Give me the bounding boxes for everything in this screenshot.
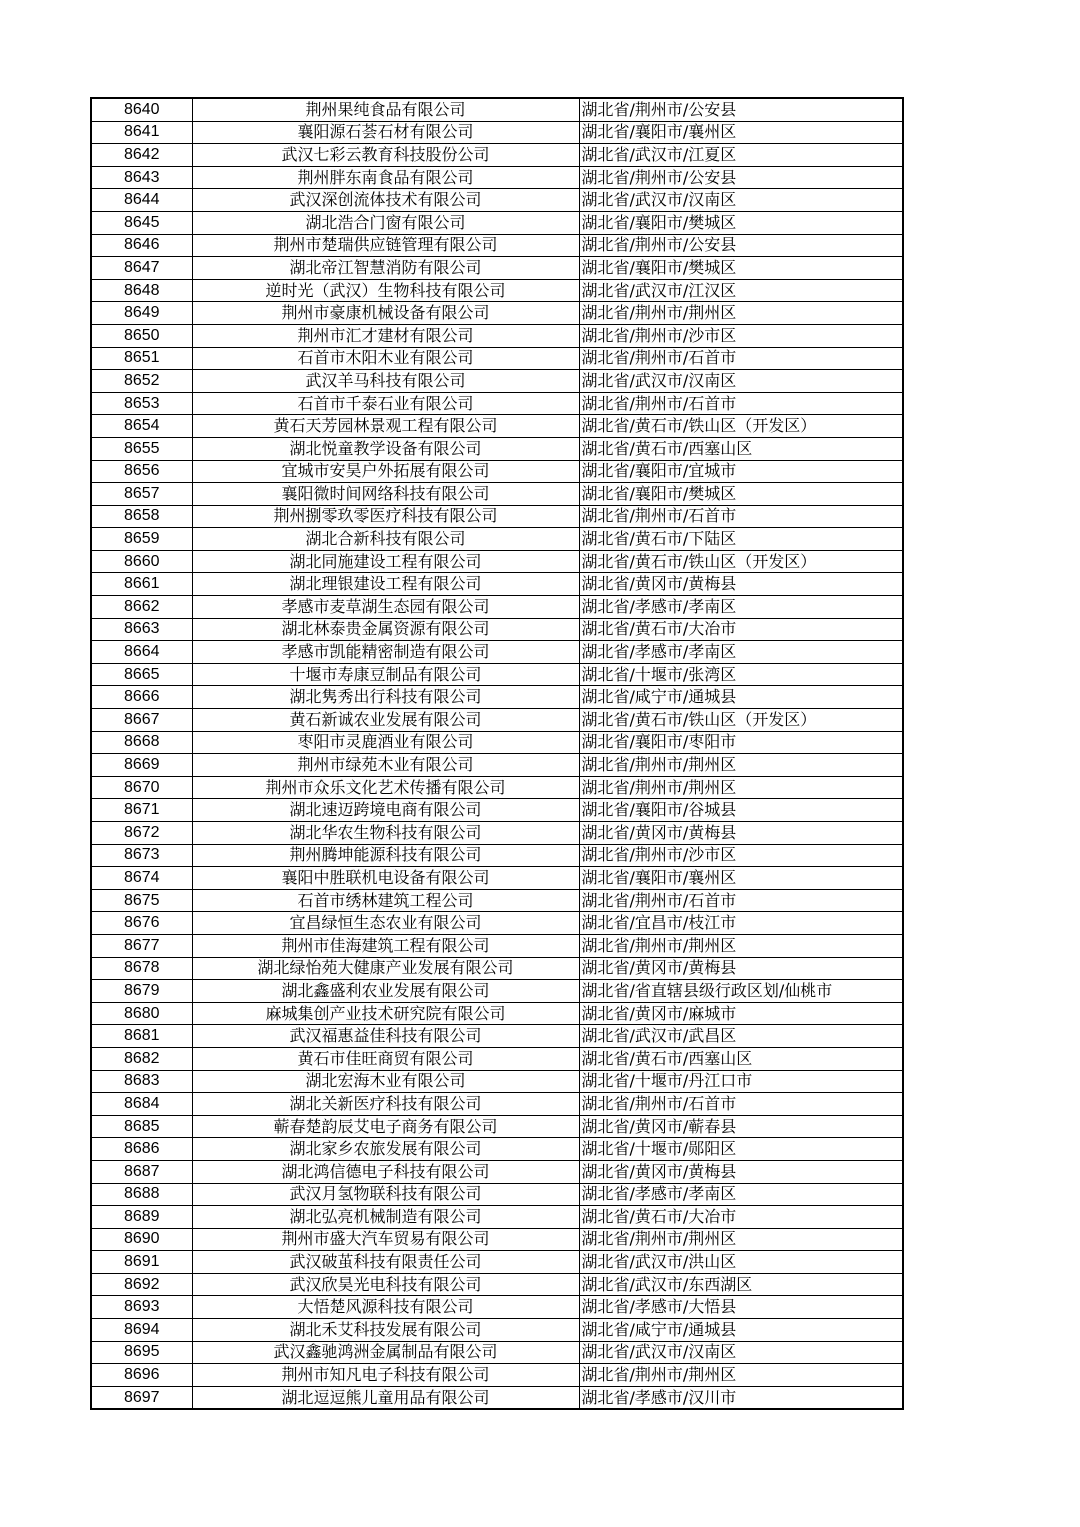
company-name: 湖北隽秀出行科技有限公司 <box>192 686 579 709</box>
company-name: 湖北帝江智慧消防有限公司 <box>192 257 579 280</box>
company-name: 石首市千泰石业有限公司 <box>192 392 579 415</box>
company-name: 荆州市众乐文化艺术传播有限公司 <box>192 776 579 799</box>
company-name: 石首市绣林建筑工程公司 <box>192 889 579 912</box>
company-name: 武汉羊马科技有限公司 <box>192 370 579 393</box>
company-location: 湖北省/黄石市/西塞山区 <box>579 1047 903 1070</box>
company-location: 湖北省/荆州市/石首市 <box>579 505 903 528</box>
company-name: 荆州捌零玖零医疗科技有限公司 <box>192 505 579 528</box>
table-row <box>91 1341 903 1364</box>
row-number: 8676 <box>91 912 192 935</box>
row-number: 8695 <box>91 1341 192 1364</box>
row-number: 8652 <box>91 370 192 393</box>
company-location: 湖北省/荆州市/石首市 <box>579 889 903 912</box>
company-location: 湖北省/孝感市/孝南区 <box>579 641 903 664</box>
row-number: 8644 <box>91 189 192 212</box>
company-location: 湖北省/黄冈市/黄梅县 <box>579 1160 903 1183</box>
row-number: 8689 <box>91 1206 192 1229</box>
company-name: 宜昌绿恒生态农业有限公司 <box>192 912 579 935</box>
company-name: 武汉鑫驰鸿洲金属制品有限公司 <box>192 1341 579 1364</box>
company-name: 荆州市楚瑞供应链管理有限公司 <box>192 234 579 257</box>
table-row <box>91 302 903 325</box>
company-name: 湖北合新科技有限公司 <box>192 528 579 551</box>
row-number: 8691 <box>91 1251 192 1274</box>
row-number: 8674 <box>91 867 192 890</box>
company-name: 湖北逗逗熊儿童用品有限公司 <box>192 1386 579 1409</box>
row-number: 8672 <box>91 822 192 845</box>
row-number: 8668 <box>91 731 192 754</box>
company-name: 麻城集创产业技术研究院有限公司 <box>192 1002 579 1025</box>
table-row <box>91 618 903 641</box>
row-number: 8640 <box>91 98 192 121</box>
company-name: 黄石天芳园林景观工程有限公司 <box>192 415 579 438</box>
company-location: 湖北省/十堰市/郧阳区 <box>579 1138 903 1161</box>
company-location: 湖北省/襄阳市/枣阳市 <box>579 731 903 754</box>
row-number: 8669 <box>91 754 192 777</box>
company-location: 湖北省/孝感市/孝南区 <box>579 596 903 619</box>
company-location: 湖北省/省直辖县级行政区划/仙桃市 <box>579 980 903 1003</box>
company-location: 湖北省/荆州市/荆州区 <box>579 934 903 957</box>
row-number: 8660 <box>91 550 192 573</box>
company-location: 湖北省/襄阳市/樊城区 <box>579 211 903 234</box>
row-number: 8683 <box>91 1070 192 1093</box>
table-row <box>91 347 903 370</box>
company-location: 湖北省/黄冈市/麻城市 <box>579 1002 903 1025</box>
company-location: 湖北省/荆州市/石首市 <box>579 392 903 415</box>
table-row <box>91 980 903 1003</box>
row-number: 8697 <box>91 1386 192 1409</box>
row-number: 8670 <box>91 776 192 799</box>
table-row <box>91 98 903 121</box>
company-name: 湖北悦童教学设备有限公司 <box>192 437 579 460</box>
company-name: 荆州市知凡电子科技有限公司 <box>192 1364 579 1387</box>
table-row <box>91 144 903 167</box>
table-row <box>91 663 903 686</box>
table-row <box>91 1183 903 1206</box>
company-name: 武汉破茧科技有限责任公司 <box>192 1251 579 1274</box>
row-number: 8653 <box>91 392 192 415</box>
company-location: 湖北省/荆州市/公安县 <box>579 166 903 189</box>
table-row <box>91 1070 903 1093</box>
row-number: 8688 <box>91 1183 192 1206</box>
row-number: 8692 <box>91 1273 192 1296</box>
table-row <box>91 460 903 483</box>
row-number: 8662 <box>91 596 192 619</box>
row-number: 8686 <box>91 1138 192 1161</box>
company-name: 湖北速迈跨境电商有限公司 <box>192 799 579 822</box>
table-row <box>91 912 903 935</box>
row-number: 8663 <box>91 618 192 641</box>
table-row <box>91 370 903 393</box>
row-number: 8678 <box>91 957 192 980</box>
row-number: 8690 <box>91 1228 192 1251</box>
table-row <box>91 1047 903 1070</box>
company-name: 大悟楚风源科技有限公司 <box>192 1296 579 1319</box>
row-number: 8696 <box>91 1364 192 1387</box>
row-number: 8665 <box>91 663 192 686</box>
row-number: 8685 <box>91 1115 192 1138</box>
company-name: 湖北鸿信德电子科技有限公司 <box>192 1160 579 1183</box>
table-row <box>91 731 903 754</box>
company-location: 湖北省/武汉市/武昌区 <box>579 1025 903 1048</box>
company-location: 湖北省/荆州市/荆州区 <box>579 302 903 325</box>
row-number: 8667 <box>91 709 192 732</box>
row-number: 8682 <box>91 1047 192 1070</box>
row-number: 8655 <box>91 437 192 460</box>
row-number: 8681 <box>91 1025 192 1048</box>
table-row <box>91 686 903 709</box>
row-number: 8671 <box>91 799 192 822</box>
company-location: 湖北省/十堰市/张湾区 <box>579 663 903 686</box>
company-name: 荆州市佳海建筑工程有限公司 <box>192 934 579 957</box>
row-number: 8664 <box>91 641 192 664</box>
company-name: 武汉福惠益佳科技有限公司 <box>192 1025 579 1048</box>
row-number: 8646 <box>91 234 192 257</box>
row-number: 8642 <box>91 144 192 167</box>
company-name: 荆州市绿苑木业有限公司 <box>192 754 579 777</box>
table-row <box>91 234 903 257</box>
row-number: 8657 <box>91 483 192 506</box>
company-name: 湖北理银建设工程有限公司 <box>192 573 579 596</box>
table-row <box>91 1296 903 1319</box>
table-row <box>91 596 903 619</box>
company-location: 湖北省/武汉市/洪山区 <box>579 1251 903 1274</box>
table-row <box>91 415 903 438</box>
row-number: 8666 <box>91 686 192 709</box>
table-row <box>91 1364 903 1387</box>
company-location: 湖北省/荆州市/沙市区 <box>579 324 903 347</box>
row-number: 8643 <box>91 166 192 189</box>
company-location: 湖北省/襄阳市/襄州区 <box>579 121 903 144</box>
company-name: 蕲春楚韵辰艾电子商务有限公司 <box>192 1115 579 1138</box>
company-name: 黄石市佳旺商贸有限公司 <box>192 1047 579 1070</box>
company-name: 湖北华农生物科技有限公司 <box>192 822 579 845</box>
row-number: 8673 <box>91 844 192 867</box>
company-name: 湖北林泰贵金属资源有限公司 <box>192 618 579 641</box>
table-row <box>91 776 903 799</box>
company-name: 荆州果纯食品有限公司 <box>192 98 579 121</box>
table-row <box>91 573 903 596</box>
table-row <box>91 1093 903 1116</box>
company-location: 湖北省/武汉市/江汉区 <box>579 279 903 302</box>
table-row <box>91 1386 903 1409</box>
company-location: 湖北省/咸宁市/通城县 <box>579 686 903 709</box>
company-location: 湖北省/孝感市/汉川市 <box>579 1386 903 1409</box>
company-name: 石首市木阳木业有限公司 <box>192 347 579 370</box>
company-location: 湖北省/武汉市/东西湖区 <box>579 1273 903 1296</box>
company-location: 湖北省/咸宁市/通城县 <box>579 1319 903 1342</box>
company-name: 湖北浩合门窗有限公司 <box>192 211 579 234</box>
company-location: 湖北省/荆州市/荆州区 <box>579 1228 903 1251</box>
company-location: 湖北省/黄石市/铁山区（开发区） <box>579 709 903 732</box>
row-number: 8641 <box>91 121 192 144</box>
company-name: 十堰市寿康豆制品有限公司 <box>192 663 579 686</box>
company-location: 湖北省/荆州市/石首市 <box>579 347 903 370</box>
table-row <box>91 1319 903 1342</box>
company-name: 荆州市豪康机械设备有限公司 <box>192 302 579 325</box>
company-location: 湖北省/孝感市/孝南区 <box>579 1183 903 1206</box>
table-row <box>91 1228 903 1251</box>
table-row <box>91 889 903 912</box>
row-number: 8647 <box>91 257 192 280</box>
company-location: 湖北省/黄冈市/黄梅县 <box>579 822 903 845</box>
company-location: 湖北省/黄冈市/黄梅县 <box>579 573 903 596</box>
company-location: 湖北省/荆州市/公安县 <box>579 234 903 257</box>
company-location: 湖北省/黄石市/铁山区（开发区） <box>579 550 903 573</box>
table-row <box>91 1138 903 1161</box>
row-number: 8649 <box>91 302 192 325</box>
table-row <box>91 867 903 890</box>
company-name: 枣阳市灵鹿酒业有限公司 <box>192 731 579 754</box>
company-name: 襄阳微时间网络科技有限公司 <box>192 483 579 506</box>
row-number: 8654 <box>91 415 192 438</box>
company-name: 湖北家乡农旅发展有限公司 <box>192 1138 579 1161</box>
table-row <box>91 1115 903 1138</box>
company-location: 湖北省/荆州市/荆州区 <box>579 776 903 799</box>
row-number: 8693 <box>91 1296 192 1319</box>
row-number: 8650 <box>91 324 192 347</box>
row-number: 8675 <box>91 889 192 912</box>
company-name: 孝感市凯能精密制造有限公司 <box>192 641 579 664</box>
company-name: 武汉七彩云教育科技股份公司 <box>192 144 579 167</box>
company-location: 湖北省/襄阳市/樊城区 <box>579 257 903 280</box>
table-row <box>91 257 903 280</box>
company-location: 湖北省/荆州市/公安县 <box>579 98 903 121</box>
row-number: 8677 <box>91 934 192 957</box>
table-row <box>91 211 903 234</box>
table-row <box>91 934 903 957</box>
table-row <box>91 844 903 867</box>
company-location: 湖北省/黄冈市/蕲春县 <box>579 1115 903 1138</box>
company-location: 湖北省/武汉市/江夏区 <box>579 144 903 167</box>
table-row <box>91 799 903 822</box>
row-number: 8659 <box>91 528 192 551</box>
company-location: 湖北省/武汉市/汉南区 <box>579 370 903 393</box>
company-location: 湖北省/襄阳市/宜城市 <box>579 460 903 483</box>
company-name: 孝感市麦草湖生态园有限公司 <box>192 596 579 619</box>
company-location: 湖北省/十堰市/丹江口市 <box>579 1070 903 1093</box>
company-location: 湖北省/荆州市/石首市 <box>579 1093 903 1116</box>
row-number: 8661 <box>91 573 192 596</box>
company-name: 湖北鑫盛利农业发展有限公司 <box>192 980 579 1003</box>
row-number: 8645 <box>91 211 192 234</box>
row-number: 8656 <box>91 460 192 483</box>
company-location: 湖北省/宜昌市/枝江市 <box>579 912 903 935</box>
company-name: 湖北同施建设工程有限公司 <box>192 550 579 573</box>
row-number: 8694 <box>91 1319 192 1342</box>
company-name: 武汉深创流体技术有限公司 <box>192 189 579 212</box>
table-row <box>91 189 903 212</box>
company-location: 湖北省/荆州市/荆州区 <box>579 1364 903 1387</box>
company-name: 湖北宏海木业有限公司 <box>192 1070 579 1093</box>
company-name: 湖北关新医疗科技有限公司 <box>192 1093 579 1116</box>
row-number: 8679 <box>91 980 192 1003</box>
table-row <box>91 754 903 777</box>
table-row <box>91 324 903 347</box>
company-location: 湖北省/孝感市/大悟县 <box>579 1296 903 1319</box>
row-number: 8651 <box>91 347 192 370</box>
table-row <box>91 550 903 573</box>
company-name: 武汉月氢物联科技有限公司 <box>192 1183 579 1206</box>
table-row <box>91 1273 903 1296</box>
company-name: 宜城市安昊户外拓展有限公司 <box>192 460 579 483</box>
table-row <box>91 528 903 551</box>
company-location: 湖北省/襄阳市/樊城区 <box>579 483 903 506</box>
table-row <box>91 1206 903 1229</box>
row-number: 8648 <box>91 279 192 302</box>
company-name: 逆时光（武汉）生物科技有限公司 <box>192 279 579 302</box>
table-row <box>91 822 903 845</box>
table-row <box>91 279 903 302</box>
company-location: 湖北省/襄阳市/谷城县 <box>579 799 903 822</box>
company-name: 武汉欣昊光电科技有限公司 <box>192 1273 579 1296</box>
company-name: 荆州腾坤能源科技有限公司 <box>192 844 579 867</box>
company-registry-table <box>90 97 904 1410</box>
company-name: 荆州市盛大汽车贸易有限公司 <box>192 1228 579 1251</box>
registry-table-body <box>91 98 903 1409</box>
table-row <box>91 505 903 528</box>
table-row <box>91 483 903 506</box>
company-name: 湖北禾艾科技发展有限公司 <box>192 1319 579 1342</box>
table-row <box>91 166 903 189</box>
table-row <box>91 641 903 664</box>
company-location: 湖北省/襄阳市/襄州区 <box>579 867 903 890</box>
company-name: 襄阳源石荟石材有限公司 <box>192 121 579 144</box>
table-row <box>91 709 903 732</box>
company-name: 湖北绿怡苑大健康产业发展有限公司 <box>192 957 579 980</box>
company-location: 湖北省/黄石市/大冶市 <box>579 618 903 641</box>
company-name: 襄阳中胜联机电设备有限公司 <box>192 867 579 890</box>
row-number: 8680 <box>91 1002 192 1025</box>
company-location: 湖北省/黄石市/铁山区（开发区） <box>579 415 903 438</box>
company-location: 湖北省/荆州市/沙市区 <box>579 844 903 867</box>
table-row <box>91 392 903 415</box>
company-name: 湖北弘亮机械制造有限公司 <box>192 1206 579 1229</box>
company-location: 湖北省/黄冈市/黄梅县 <box>579 957 903 980</box>
table-row <box>91 1025 903 1048</box>
table-row <box>91 1002 903 1025</box>
table-row <box>91 437 903 460</box>
table-row <box>91 121 903 144</box>
company-name: 荆州市汇才建材有限公司 <box>192 324 579 347</box>
row-number: 8687 <box>91 1160 192 1183</box>
company-name: 黄石新诚农业发展有限公司 <box>192 709 579 732</box>
table-row <box>91 1251 903 1274</box>
table-row <box>91 957 903 980</box>
company-location: 湖北省/武汉市/汉南区 <box>579 1341 903 1364</box>
table-row <box>91 1160 903 1183</box>
company-name: 荆州胖东南食品有限公司 <box>192 166 579 189</box>
company-location: 湖北省/荆州市/荆州区 <box>579 754 903 777</box>
company-location: 湖北省/黄石市/大冶市 <box>579 1206 903 1229</box>
row-number: 8658 <box>91 505 192 528</box>
row-number: 8684 <box>91 1093 192 1116</box>
company-location: 湖北省/武汉市/汉南区 <box>579 189 903 212</box>
company-location: 湖北省/黄石市/下陆区 <box>579 528 903 551</box>
company-location: 湖北省/黄石市/西塞山区 <box>579 437 903 460</box>
